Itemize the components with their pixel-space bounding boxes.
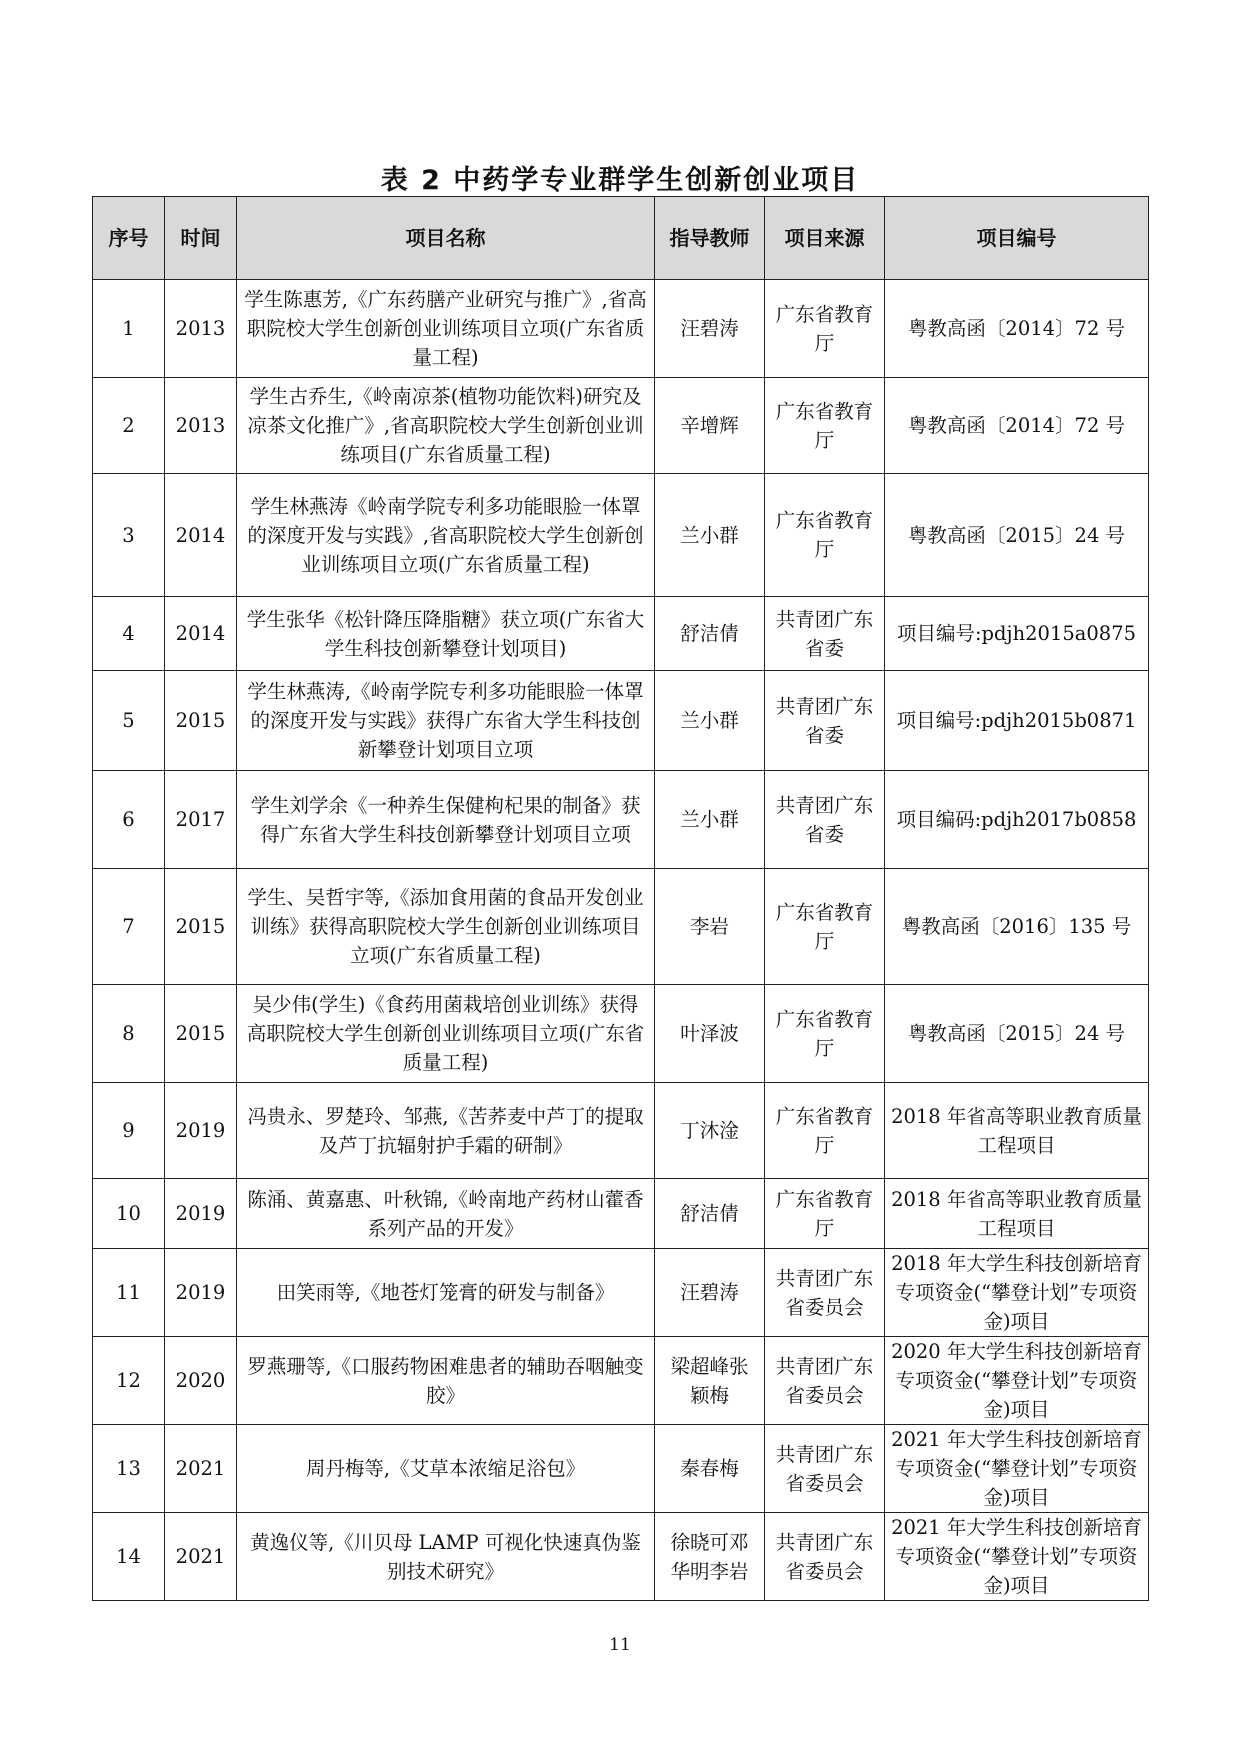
- cell-teacher: 叶泽波: [655, 985, 765, 1083]
- cell-no: 2: [93, 378, 165, 474]
- page-number: 11: [609, 1635, 631, 1655]
- cell-name: 黄逸仪等,《川贝母 LAMP 可视化快速真伪鉴别技术研究》: [237, 1513, 655, 1601]
- cell-code: 2021 年大学生科技创新培育专项资金(“攀登计划”专项资金)项目: [885, 1513, 1149, 1601]
- cell-year: 2019: [165, 1083, 237, 1179]
- cell-year: 2013: [165, 378, 237, 474]
- table-row: [93, 869, 1149, 985]
- cell-code: 项目编码:pdjh2017b0858: [885, 771, 1149, 869]
- cell-year: 2017: [165, 771, 237, 869]
- cell-teacher: 辛增辉: [655, 378, 765, 474]
- cell-no: 11: [93, 1249, 165, 1337]
- cell-source: 共青团广东省委: [765, 597, 885, 671]
- table-row: [93, 280, 1149, 378]
- cell-teacher: 梁超峰张颖梅: [655, 1337, 765, 1425]
- cell-no: 8: [93, 985, 165, 1083]
- cell-no: 6: [93, 771, 165, 869]
- cell-no: 10: [93, 1179, 165, 1249]
- cell-name: 学生林燕涛,《岭南学院专利多功能眼脸一体罩的深度开发与实践》获得广东省大学生科技创新攀登计划项目立项: [237, 671, 655, 771]
- cell-code: 2018 年大学生科技创新培育专项资金(“攀登计划”专项资金)项目: [885, 1249, 1149, 1337]
- header-year: 时间: [165, 197, 237, 280]
- table-row: [93, 474, 1149, 597]
- table-row: [93, 597, 1149, 671]
- cell-source: 广东省教育厅: [765, 1179, 885, 1249]
- table-row: [93, 1425, 1149, 1513]
- cell-name: 学生张华《松针降压降脂糖》获立项(广东省大学生科技创新攀登计划项目): [237, 597, 655, 671]
- cell-name: 学生刘学余《一种养生保健枸杞果的制备》获得广东省大学生科技创新攀登计划项目立项: [237, 771, 655, 869]
- cell-teacher: 汪碧涛: [655, 280, 765, 378]
- table-row: [93, 1249, 1149, 1337]
- cell-year: 2020: [165, 1337, 237, 1425]
- cell-code: 粤教高函〔2015〕24 号: [885, 985, 1149, 1083]
- cell-code: 2021 年大学生科技创新培育专项资金(“攀登计划”专项资金)项目: [885, 1425, 1149, 1513]
- cell-name: 冯贵永、罗楚玲、邹燕,《苦荞麦中芦丁的提取及芦丁抗辐射护手霜的研制》: [237, 1083, 655, 1179]
- header-name: 项目名称: [237, 197, 655, 280]
- cell-teacher: 徐晓可邓华明李岩: [655, 1513, 765, 1601]
- header-row: [93, 197, 1149, 280]
- cell-source: 广东省教育厅: [765, 1083, 885, 1179]
- cell-no: 3: [93, 474, 165, 597]
- projects-table: [92, 196, 1149, 1601]
- header-teacher: 指导教师: [655, 197, 765, 280]
- table-row: [93, 1083, 1149, 1179]
- cell-source: 共青团广东省委: [765, 771, 885, 869]
- cell-no: 14: [93, 1513, 165, 1601]
- table-row: [93, 1179, 1149, 1249]
- table-row: [93, 1513, 1149, 1601]
- cell-no: 1: [93, 280, 165, 378]
- header-no: 序号: [93, 197, 165, 280]
- cell-name: 学生林燕涛《岭南学院专利多功能眼脸一体罩的深度开发与实践》,省高职院校大学生创新创业训练项目立项(广东省质量工程): [237, 474, 655, 597]
- cell-code: 项目编号:pdjh2015b0871: [885, 671, 1149, 771]
- cell-name: 罗燕珊等,《口服药物困难患者的辅助吞咽触变胶》: [237, 1337, 655, 1425]
- cell-code: 2018 年省高等职业教育质量工程项目: [885, 1179, 1149, 1249]
- cell-source: 共青团广东省委员会: [765, 1513, 885, 1601]
- header-code: 项目编号: [885, 197, 1149, 280]
- header-source: 项目来源: [765, 197, 885, 280]
- cell-code: 粤教高函〔2015〕24 号: [885, 474, 1149, 597]
- table-title: 表 2 中药学专业群学生创新创业项目: [380, 165, 860, 196]
- cell-code: 粤教高函〔2014〕72 号: [885, 378, 1149, 474]
- cell-year: 2021: [165, 1513, 237, 1601]
- cell-name: 学生古乔生,《岭南凉茶(植物功能饮料)研究及凉茶文化推广》,省高职院校大学生创新创业训练项目(广东省质量工程): [237, 378, 655, 474]
- cell-teacher: 李岩: [655, 869, 765, 985]
- cell-year: 2015: [165, 869, 237, 985]
- cell-code: 粤教高函〔2014〕72 号: [885, 280, 1149, 378]
- table-row: [93, 985, 1149, 1083]
- table-row: [93, 378, 1149, 474]
- cell-teacher: 汪碧涛: [655, 1249, 765, 1337]
- cell-year: 2014: [165, 597, 237, 671]
- cell-code: 粤教高函〔2016〕135 号: [885, 869, 1149, 985]
- table-row: [93, 771, 1149, 869]
- cell-year: 2021: [165, 1425, 237, 1513]
- cell-teacher: 兰小群: [655, 671, 765, 771]
- cell-no: 4: [93, 597, 165, 671]
- cell-code: 2020 年大学生科技创新培育专项资金(“攀登计划”专项资金)项目: [885, 1337, 1149, 1425]
- cell-teacher: 兰小群: [655, 474, 765, 597]
- cell-year: 2015: [165, 985, 237, 1083]
- table-row: [93, 1337, 1149, 1425]
- cell-teacher: 秦春梅: [655, 1425, 765, 1513]
- cell-source: 广东省教育厅: [765, 985, 885, 1083]
- cell-teacher: 舒洁倩: [655, 597, 765, 671]
- cell-teacher: 兰小群: [655, 771, 765, 869]
- cell-source: 广东省教育厅: [765, 378, 885, 474]
- cell-teacher: 丁沐淦: [655, 1083, 765, 1179]
- cell-no: 5: [93, 671, 165, 771]
- cell-name: 学生、吴哲宇等,《添加食用菌的食品开发创业训练》获得高职院校大学生创新创业训练项目立项(广东省质量工程): [237, 869, 655, 985]
- cell-year: 2014: [165, 474, 237, 597]
- cell-code: 2018 年省高等职业教育质量工程项目: [885, 1083, 1149, 1179]
- cell-source: 广东省教育厅: [765, 474, 885, 597]
- cell-no: 9: [93, 1083, 165, 1179]
- table-row: [93, 671, 1149, 771]
- cell-source: 共青团广东省委: [765, 671, 885, 771]
- cell-year: 2015: [165, 671, 237, 771]
- cell-source: 广东省教育厅: [765, 280, 885, 378]
- cell-name: 田笑雨等,《地苍灯笼膏的研发与制备》: [237, 1249, 655, 1337]
- cell-source: 共青团广东省委员会: [765, 1337, 885, 1425]
- cell-name: 陈涌、黄嘉惠、叶秋锦,《岭南地产药材山藿香系列产品的开发》: [237, 1179, 655, 1249]
- cell-name: 学生陈惠芳,《广东药膳产业研究与推广》,省高职院校大学生创新创业训练项目立项(广东省质量工程): [237, 280, 655, 378]
- cell-no: 13: [93, 1425, 165, 1513]
- cell-year: 2019: [165, 1249, 237, 1337]
- cell-code: 项目编号:pdjh2015a0875: [885, 597, 1149, 671]
- cell-source: 广东省教育厅: [765, 869, 885, 985]
- cell-name: 周丹梅等,《艾草本浓缩足浴包》: [237, 1425, 655, 1513]
- cell-year: 2013: [165, 280, 237, 378]
- cell-teacher: 舒洁倩: [655, 1179, 765, 1249]
- cell-source: 共青团广东省委员会: [765, 1425, 885, 1513]
- cell-name: 吴少伟(学生)《食药用菌栽培创业训练》获得高职院校大学生创新创业训练项目立项(广东省质量工程): [237, 985, 655, 1083]
- cell-source: 共青团广东省委员会: [765, 1249, 885, 1337]
- cell-no: 12: [93, 1337, 165, 1425]
- cell-year: 2019: [165, 1179, 237, 1249]
- cell-no: 7: [93, 869, 165, 985]
